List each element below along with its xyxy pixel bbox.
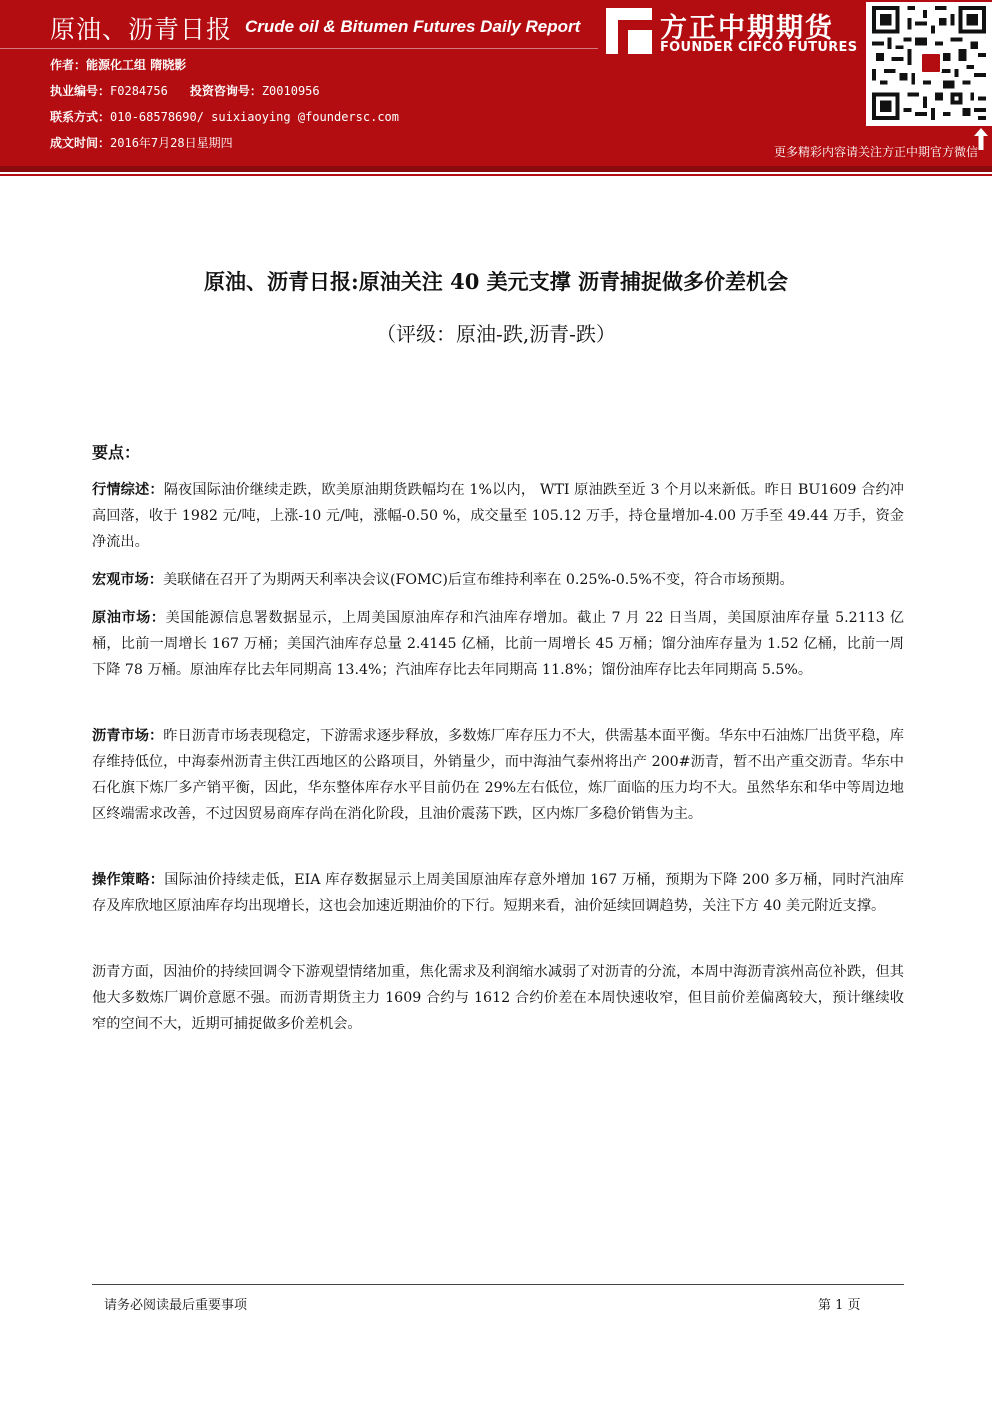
license-label: 执业编号： bbox=[50, 84, 111, 98]
wechat-follow-text: 更多精彩内容请关注方正中期官方微信 bbox=[773, 145, 978, 159]
date-label: 成文时间： bbox=[50, 136, 111, 150]
paragraph-lead: 沥青市场： bbox=[92, 728, 164, 744]
paragraph-lead: 宏观市场： bbox=[92, 572, 163, 588]
paragraph-crude-market bbox=[92, 605, 904, 683]
key-points-heading: 要点： bbox=[92, 443, 141, 462]
footer-divider bbox=[92, 1284, 904, 1285]
report-title-zh: 原油、沥青日报 bbox=[50, 15, 233, 44]
paragraph-market-overview bbox=[92, 477, 904, 555]
header-divider bbox=[0, 48, 598, 49]
document-title: 原油、沥青日报:原油关注 40 美元支撑 沥青捕捉做多价差机会 bbox=[204, 269, 788, 294]
license-line bbox=[50, 82, 320, 99]
paragraph-lead: 操作策略： bbox=[92, 872, 165, 888]
logo-name-en: FOUNDER CIFCO FUTURES bbox=[660, 40, 858, 55]
report-title-en: Crude oil & Bitumen Futures Daily Report bbox=[245, 17, 581, 36]
header-bottom-bar bbox=[0, 166, 992, 172]
paragraph-text: 昨日沥青市场表现稳定，下游需求逐步释放，多数炼厂库存压力不大，供需基本面平衡。华东中石油炼厂出货平稳，库存维持低位，中海泰州沥青主供江西地区的公路项目，外销量少，而中海油气泰州将出产 200#沥青，暂不出产重交沥青。华东中石化旗下炼厂多产销平衡，因此，华东整体库存水平目前仍在 29%左右低位，炼厂面临的压力均不大。虽然华东和华中等周边地区终端需求改善，不过因贸易商库存尚在消化阶段，且油价震荡下跌，区内炼厂多稳价销售为主。 bbox=[92, 728, 904, 822]
date-value: 2016年7月28日星期四 bbox=[110, 136, 233, 150]
paragraph-lead: 原油市场： bbox=[92, 610, 166, 626]
paragraph-text: 隔夜国际油价继续走跌，欧美原油期货跌幅均在 1%以内， WTI 原油跌至近 3 个月以来新低。昨日 BU1609 合约冲高回落，收于 1982 元/吨，上涨-10 元/吨，涨幅-0.50 %，成交量至 105.12 万手，持仓量增加-4.00 万手至 49.44 万手，资金净流出。 bbox=[92, 482, 904, 550]
report-header bbox=[0, 0, 992, 166]
license-value: F0284756 bbox=[110, 84, 168, 98]
paragraph-strategy bbox=[92, 867, 904, 919]
contact-label: 联系方式： bbox=[50, 110, 111, 124]
author-value: 能源化工组 隋晓影 bbox=[86, 58, 187, 72]
paragraph-lead: 行情综述： bbox=[92, 482, 164, 498]
paragraph-text: 美联储在召开了为期两天利率决会议(FOMC)后宣布维持利率在 0.25%-0.5%不变，符合市场预期。 bbox=[162, 572, 794, 588]
page-number: 第 1 页 bbox=[818, 1298, 861, 1313]
paragraph-text: 沥青方面，因油价的持续回调令下游观望情绪加重，焦化需求及利润缩水减弱了对沥青的分流，本周中海沥青滨州高位补跌，但其他大多数炼厂调价意愿不强。而沥青期货主力 1609 合约与 1612 合约价差在本周快速收窄，但目前价差偏离较大，预计继续收窄的空间不大，近期可捕捉做多价差机会。 bbox=[92, 964, 904, 1032]
paragraph-text: 国际油价持续走低，EIA 库存数据显示上周美国原油库存意外增加 167 万桶，预期为下降 200 多万桶，同时汽油库存及库欣地区原油库存均出现增长，这也会加速近期油价的下行。短期来看，油价延续回调趋势，关注下方 40 美元附近支撑。 bbox=[92, 872, 904, 914]
paragraph-macro-market bbox=[92, 567, 904, 593]
contact-line bbox=[50, 108, 399, 125]
logo-name-zh: 方正中期期货 bbox=[660, 13, 834, 44]
founder-logo-icon bbox=[606, 8, 652, 54]
qr-center-logo-icon bbox=[920, 52, 942, 74]
rating-line: （评级：原油-跌,沥青-跌） bbox=[376, 322, 616, 346]
advisor-value: Z0010956 bbox=[261, 84, 320, 98]
author-label: 作者： bbox=[50, 58, 87, 72]
paragraph-bitumen-outlook bbox=[92, 959, 904, 1037]
paragraph-bitumen-market bbox=[92, 723, 904, 827]
date-line bbox=[50, 134, 233, 151]
contact-value[interactable]: 010-68578690/ suixiaoying @foundersc.com bbox=[110, 110, 399, 124]
footer-notice: 请务必阅读最后重要事项 bbox=[104, 1298, 248, 1313]
paragraph-text: 美国能源信息署数据显示，上周美国原油库存和汽油库存增加。截止 7 月 22 日当周，美国原油库存量 5.2113 亿桶，比前一周增长 167 万桶；美国汽油库存总量 2.4145 亿桶，比前一周增长 45 万桶；馏分油库存量为 1.52 亿桶，比前一周下降 78 万桶。原油库存比去年同期高 13.4%；汽油库存比去年同期高 11.8%；馏份油库存比去年同期高 5.5%。 bbox=[92, 610, 904, 678]
header-bottom-rule bbox=[0, 174, 992, 176]
author-line bbox=[50, 56, 186, 73]
wechat-qr-code bbox=[866, 2, 992, 126]
advisor-label: 投资咨询号： bbox=[189, 84, 262, 98]
